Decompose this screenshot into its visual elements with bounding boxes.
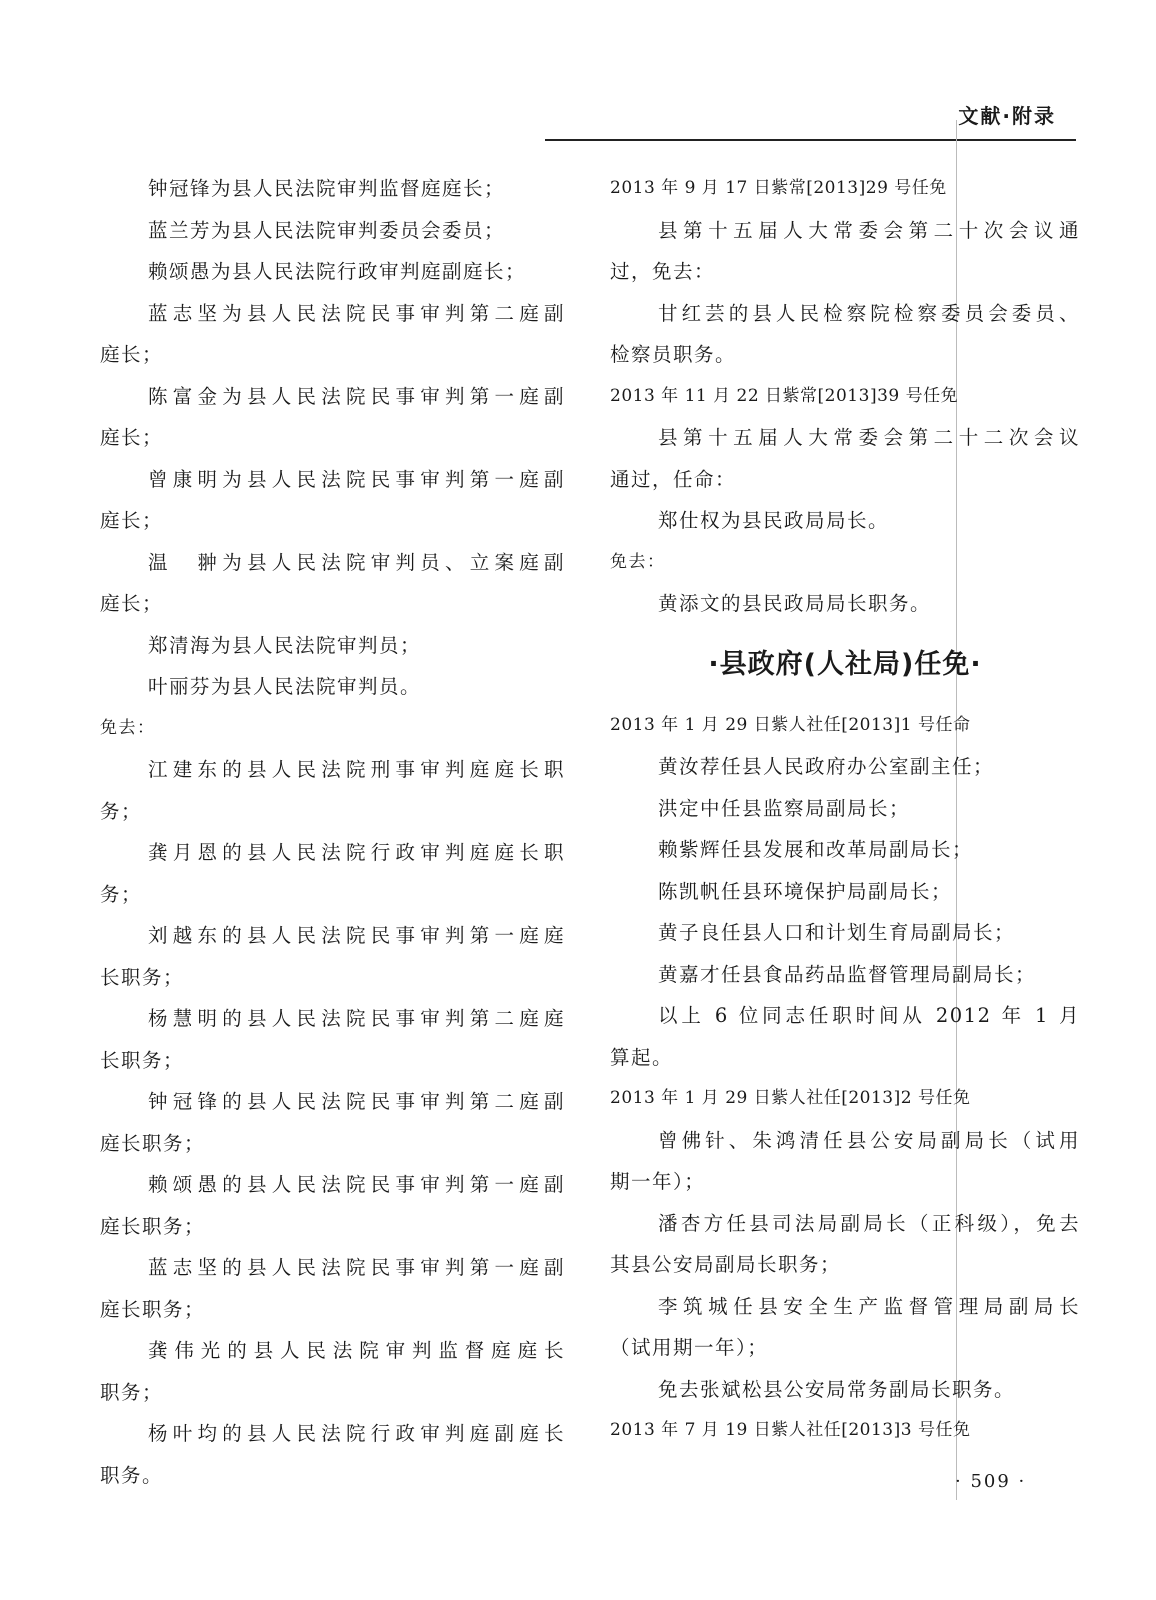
text-line: 免去： (100, 717, 156, 738)
text-line: 过，免去： (610, 260, 716, 283)
text-line: 蓝志坚为县人民法院民事审判第二庭副 (148, 301, 565, 325)
page-number: · 509 · (955, 1471, 1027, 1492)
right-column-bottom (610, 705, 1080, 1452)
text-line: 杨慧明的县人民法院民事审判第二庭庭 (148, 1007, 565, 1030)
text-line: 曾佛针、朱鸿清任县公安局副局长（试用 (658, 1128, 1080, 1152)
text-line: 以上 6 位同志任职时间从 2012 年 1 月 (658, 1004, 1080, 1027)
text-line: 温 翀为县人民法院审判员、立案庭副 (148, 550, 565, 574)
running-header: 文献·附录 (958, 104, 1056, 128)
text-line: 龚月恩的县人民法院行政审判庭庭长职 (148, 841, 565, 864)
text-line: 庭长职务； (100, 1214, 206, 1238)
text-line: 庭长职务； (100, 1131, 206, 1155)
right-column (610, 168, 1080, 1452)
text-line: 黄子良任县人口和计划生育局副局长； (658, 921, 1016, 944)
text-line: 杨叶均的县人民法院行政审判庭副庭长 (148, 1422, 565, 1445)
text-line: 庭长； (100, 509, 164, 532)
text-line: 叶丽芬为县人民法院审判员。 (148, 675, 422, 698)
text-line: 长职务； (100, 1048, 185, 1072)
text-line: 陈凯帆任县环境保护局副局长； (658, 879, 953, 903)
text-line: 黄添文的县民政局局长职务。 (658, 592, 932, 615)
text-line: 钟冠锋为县人民法院审判监督庭庭长； (148, 177, 506, 200)
text-line: （试用期一年）； (610, 1336, 769, 1359)
text-line: 职务； (100, 1380, 164, 1404)
text-line: 蓝志坚的县人民法院民事审判第一庭副 (148, 1256, 565, 1279)
text-line: 江建东的县人民法院刑事审判庭庭长职 (148, 758, 565, 781)
text-line: 甘红芸的县人民检察院检察委员会委员、 (658, 301, 1080, 325)
right-column-top (610, 168, 1080, 625)
text-line: 通过，任命： (610, 467, 737, 491)
text-line: 李筑城任县安全生产监督管理局副局长 (658, 1294, 1080, 1318)
text-line: 蓝兰芳为县人民法院审判委员会委员； (148, 218, 506, 242)
section-heading: ·县政府(人社局)任免· (708, 648, 982, 680)
text-line: 钟冠锋的县人民法院民事审判第二庭副 (148, 1090, 565, 1113)
text-line: 期一年）； (610, 1170, 706, 1193)
text-line: 其县公安局副局长职务； (610, 1253, 842, 1276)
text-line: 庭长职务； (100, 1297, 206, 1321)
text-line: 检察员职务。 (610, 343, 737, 366)
text-line: 算起。 (610, 1045, 674, 1069)
text-line: 潘杏方任县司法局副局长（正科级），免去 (658, 1211, 1080, 1235)
text-line: 2013 年 7 月 19 日紫人社任[2013]3 号任免 (610, 1420, 971, 1440)
text-line: 职务。 (100, 1463, 164, 1487)
text-line: 县第十五届人大常委会第二十次会议通 (658, 218, 1080, 242)
text-line: 2013 年 1 月 29 日紫人社任[2013]1 号任命 (610, 714, 971, 735)
text-line: 庭长； (100, 343, 164, 366)
text-line: 刘越东的县人民法院民事审判第一庭庭 (148, 924, 565, 947)
header-divider (545, 139, 1076, 141)
text-line: 务； (100, 882, 143, 906)
left-column (100, 168, 565, 1496)
text-line: 县第十五届人大常委会第二十二次会议 (658, 426, 1080, 449)
text-line: 陈富金为县人民法院民事审判第一庭副 (148, 384, 565, 408)
text-line: 郑仕权为县民政局局长。 (658, 509, 890, 532)
text-line: 赖颂愚的县人民法院民事审判第一庭副 (148, 1173, 565, 1196)
text-line: 庭长； (100, 592, 164, 615)
text-line: 长职务； (100, 965, 185, 989)
text-line: 2013 年 9 月 17 日紫常[2013]29 号任免 (610, 178, 947, 198)
text-line: 免去： (610, 551, 666, 572)
text-line: 2013 年 11 月 22 日紫常[2013]39 号任免 (610, 385, 959, 406)
text-line: 龚伟光的县人民法院审判监督庭庭长 (148, 1339, 565, 1362)
text-line: 赖颂愚为县人民法院行政审判庭副庭长； (148, 260, 527, 283)
text-line: 2013 年 1 月 29 日紫人社任[2013]2 号任免 (610, 1088, 971, 1108)
text-line: 庭长； (100, 426, 164, 449)
text-line: 郑清海为县人民法院审判员； (148, 633, 422, 657)
text-line: 务； (100, 799, 143, 823)
text-line: 曾康明为县人民法院民事审判第一庭副 (148, 467, 565, 491)
text-line: 洪定中任县监察局副局长； (658, 796, 911, 820)
text-line: 黄汝荐任县人民政府办公室副主任； (658, 755, 995, 778)
text-line: 免去张斌松县公安局常务副局长职务。 (658, 1377, 1016, 1401)
text-line: 赖紫辉任县发展和改革局副局长； (658, 838, 974, 861)
text-line: 黄嘉才任县食品药品监督管理局副局长； (658, 962, 1037, 986)
